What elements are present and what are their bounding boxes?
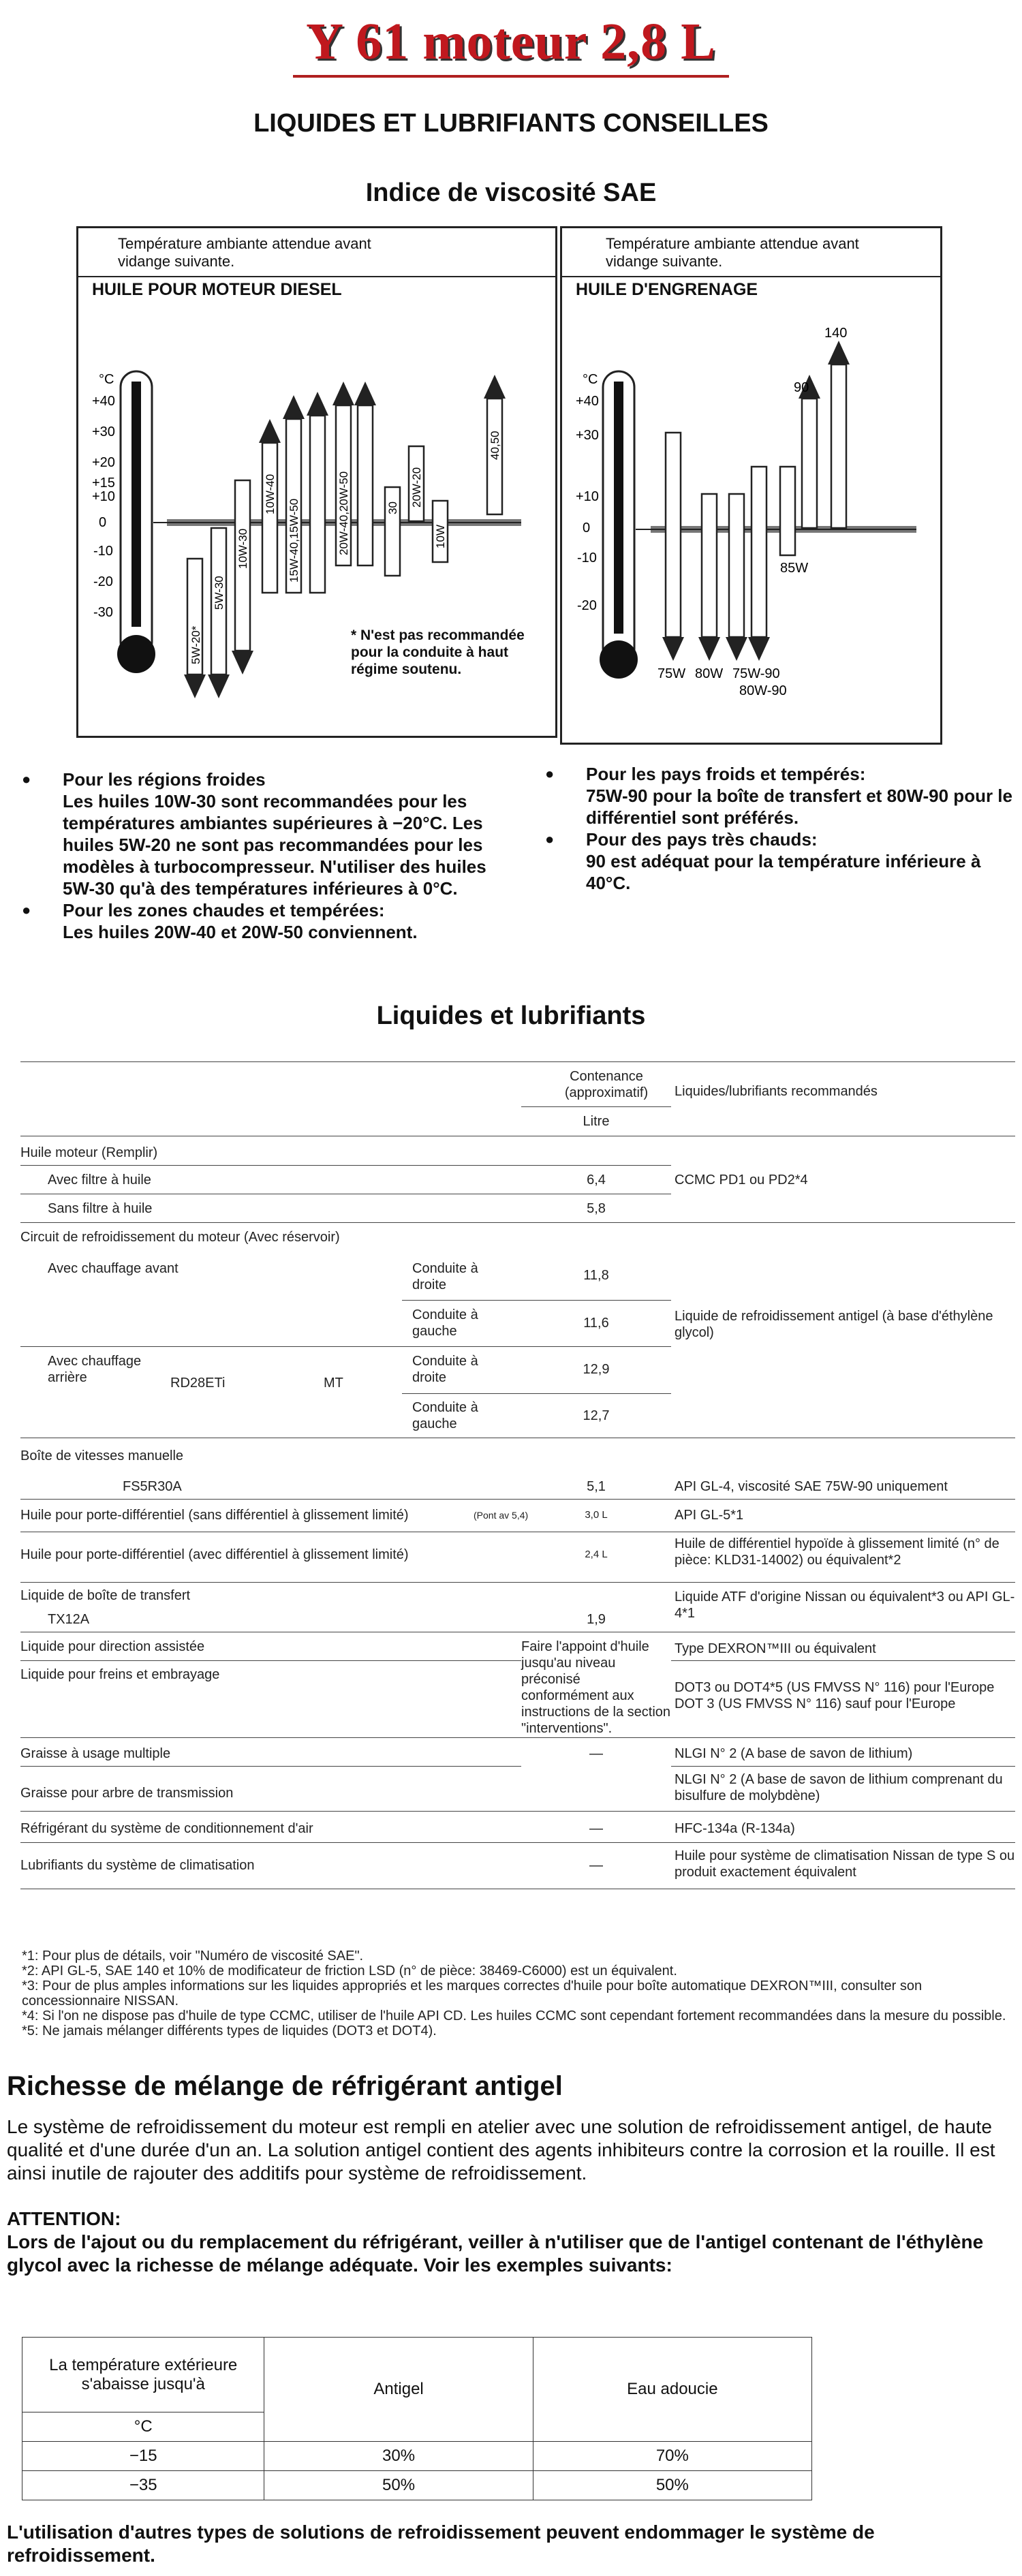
row-label: Huile moteur (Remplir) [20, 1145, 158, 1160]
antifreeze-paragraph: Le système de refroidissement du moteur est rempli en atelier avec une solution de refroidissement antigel, de haute qualité et d'une durée d'un an. La solution antigel contient des agents inhibiteurs contre la corrosion et la rouille. Il est ainsi inutile de rajouter des additifs pour système de refroidissement. [7, 2116, 995, 2184]
gear-scale [576, 394, 599, 613]
value: 6,4 [587, 1173, 606, 1188]
bullet-text: 75W-90 pour la boîte de transfert et 80W-90 pour le différentiel sont préférés. [586, 786, 1012, 828]
thermometer-unit: °C [583, 372, 598, 387]
row-label: Avec chauffage avant [48, 1261, 179, 1276]
svg-text:+15: +15 [92, 476, 115, 491]
bullet-text: 90 est adéquat pour la température inférieure à 40°C. [586, 851, 981, 893]
value: — [589, 1858, 603, 1873]
row-label: Liquide de boîte de transfert [20, 1588, 191, 1603]
fill-note: Faire l'appoint d'huile jusqu'au niveau préconisé conformément aux instructions de la section "interventions". [521, 1639, 671, 1736]
svg-text:-10: -10 [577, 550, 597, 565]
row-label: Lubrifiants du système de climatisation [20, 1858, 255, 1873]
row-label: Conduite à droite [412, 1261, 478, 1292]
value: — [589, 1746, 603, 1761]
col-unit: Litre [583, 1114, 610, 1129]
svg-text:140: 140 [824, 326, 848, 341]
value: 12,9 [583, 1362, 610, 1377]
svg-text:20W-40,20W-50: 20W-40,20W-50 [337, 471, 350, 555]
box-note: Température ambiante attendue avant vidange suivante. [118, 235, 371, 270]
bullet-heading: ● Pour les zones chaudes et tempérées: [22, 899, 499, 921]
box-note: Température ambiante attendue avant vidange suivante. [606, 235, 859, 270]
mix-table [22, 2337, 812, 2500]
viscosity-heading: Indice de viscosité SAE [365, 179, 657, 207]
svg-text:75W: 75W [657, 666, 686, 681]
mix-temp: −15 [22, 2442, 264, 2471]
mix-header-temp: La température extérieure s'abaisse jusqu'à [22, 2338, 264, 2412]
attention-label: ATTENTION: [7, 2208, 121, 2229]
mix-antifreeze: 30% [264, 2442, 533, 2471]
col-capacity: Contenance (approximatif) [564, 1069, 649, 1100]
row-label: Circuit de refroidissement du moteur (Avec réservoir) [20, 1230, 340, 1245]
reco: Huile de différentiel hypoïde à glissement limité (n° de pièce: KLD31-14002) ou équivalent*2 [675, 1536, 1000, 1568]
row-label: Huile pour porte-différentiel (sans différentiel à glissement limité) [20, 1508, 409, 1523]
value: 3,0 L [585, 1509, 608, 1521]
attention-text: Lors de l'ajout ou du remplacement du réfrigérant, veiller à n'utiliser que de l'antigel contenant de l'éthylène glycol avec la richesse de mélange adéquate. Voir les exemples suivants: [7, 2231, 984, 2276]
svg-text:30: 30 [386, 501, 399, 514]
svg-text:-10: -10 [93, 544, 113, 559]
box-header: HUILE POUR MOTEUR DIESEL [78, 276, 555, 300]
svg-text:80W-90: 80W-90 [739, 683, 787, 698]
engine-footnote: * N'est pas recommandée pour la conduite à haut régime soutenu. [351, 627, 525, 677]
svg-text:+20: +20 [92, 455, 115, 470]
reco: NLGI N° 2 (A base de savon de lithium) [675, 1746, 913, 1761]
row-label: Conduite à droite [412, 1354, 478, 1385]
svg-text:10W: 10W [434, 525, 447, 548]
svg-text:40,50: 40,50 [489, 431, 501, 460]
svg-text:-20: -20 [577, 598, 597, 613]
row-label: Sans filtre à huile [48, 1201, 153, 1216]
row-label: Avec chauffage arrière [48, 1354, 142, 1385]
svg-text:20W-20: 20W-20 [410, 467, 423, 508]
row-label: Graisse pour arbre de transmission [20, 1786, 234, 1801]
row-label: Liquide pour direction assistée [20, 1639, 205, 1654]
svg-text:80W: 80W [695, 666, 724, 681]
engine-code: RD28ETi [170, 1376, 226, 1391]
svg-text:90: 90 [794, 380, 809, 395]
svg-text:-30: -30 [93, 605, 113, 620]
title-underline [293, 75, 729, 78]
footnote: *4: Si l'on ne dispose pas d'huile de type CCMC, utiliser de l'huile API CD. Les huiles CCMC sont cependant fortement recommandées dans la mesure du possible. [22, 2008, 1006, 2023]
svg-text:5W-20*: 5W-20* [189, 625, 202, 664]
svg-text:+40: +40 [92, 394, 115, 409]
value: 11,8 [583, 1268, 609, 1283]
svg-text:0: 0 [99, 515, 107, 530]
footnote: *5: Ne jamais mélanger différents types de liquides (DOT3 et DOT4). [22, 2023, 437, 2038]
reco: HFC-134a (R-134a) [675, 1821, 795, 1836]
page-title: Y 61 moteur 2,8 L [306, 13, 716, 70]
axle-note: (Pont av 5,4) [474, 1510, 529, 1521]
fluids-heading: Liquides et lubrifiants [376, 1002, 646, 1030]
svg-text:+10: +10 [92, 489, 115, 504]
reco: NLGI N° 2 (A base de savon de lithium comprenant du bisulfure de molybdène) [675, 1772, 1003, 1803]
trans-code: MT [324, 1376, 343, 1391]
mix-water: 70% [533, 2442, 811, 2471]
row-label: Boîte de vitesses manuelle [20, 1448, 184, 1463]
bullets-right [545, 763, 1015, 894]
bullet-heading: ● Pour les pays froids et tempérés: [545, 763, 1015, 785]
value: 1,9 [587, 1612, 606, 1627]
svg-text:-20: -20 [93, 574, 113, 589]
reco: CCMC PD1 ou PD2*4 [675, 1173, 808, 1188]
reco: DOT3 ou DOT4*5 (US FMVSS N° 116) pour l'Europe DOT 3 (US FMVSS N° 116) sauf pour l'Europe [675, 1680, 995, 1711]
bullets-left [22, 769, 499, 943]
value: 2,4 L [585, 1549, 608, 1560]
thermometer-unit: °C [99, 372, 114, 387]
row-label: Graisse à usage multiple [20, 1746, 171, 1761]
row-label: Huile pour porte-différentiel (avec différentiel à glissement limité) [20, 1547, 409, 1562]
antifreeze-heading: Richesse de mélange de réfrigérant antigel [7, 2071, 563, 2101]
reco: Liquide de refroidissement antigel (à base d'éthylène glycol) [675, 1309, 993, 1340]
mix-unit: °C [22, 2412, 264, 2442]
svg-text:10W-30: 10W-30 [236, 528, 249, 569]
bullet-text: Les huiles 20W-40 et 20W-50 conviennent. [63, 922, 418, 942]
value: 5,1 [587, 1479, 606, 1494]
col-reco: Liquides/lubrifiants recommandés [675, 1084, 878, 1099]
bullet-heading: ● Pour des pays très chauds: [545, 828, 1015, 850]
bullet-heading: ● Pour les régions froides [22, 769, 499, 790]
footnote: *2: API GL-5, SAE 140 et 10% de modificateur de friction LSD (n° de pièce: 38469-C6000) est un équivalent. [22, 1964, 677, 1978]
gear-oil-chart [560, 226, 942, 745]
gearbox-code: FS5R30A [123, 1479, 182, 1494]
svg-text:85W: 85W [780, 561, 809, 576]
value: 12,7 [583, 1408, 610, 1423]
reco: API GL-5*1 [675, 1508, 744, 1523]
footnote: *1: Pour plus de détails, voir "Numéro de viscosité SAE". [22, 1949, 364, 1964]
svg-text:+30: +30 [92, 424, 115, 439]
svg-text:0: 0 [583, 521, 591, 536]
value: 5,8 [587, 1201, 606, 1216]
row-label: Conduite à gauche [412, 1400, 478, 1431]
row-label: Avec filtre à huile [48, 1173, 151, 1188]
svg-text:5W-30: 5W-30 [213, 576, 226, 610]
row-label: Réfrigérant du système de conditionnement d'air [20, 1821, 313, 1836]
fluids-table [20, 1049, 1015, 1935]
engine-scale [92, 394, 115, 620]
gear-viscosity-diagram [562, 296, 940, 739]
mix-temp: −35 [22, 2471, 264, 2500]
row-label: Conduite à gauche [412, 1307, 478, 1339]
row-label: Liquide pour freins et embrayage [20, 1667, 220, 1682]
reco: Huile pour système de climatisation Nissan de type S ou produit exactement équivalent [675, 1848, 1015, 1880]
transfer-code: TX12A [48, 1612, 90, 1627]
svg-text:15W-40,15W-50: 15W-40,15W-50 [288, 498, 300, 583]
value: — [589, 1821, 603, 1836]
mix-header-water: Eau adoucie [533, 2338, 811, 2442]
svg-text:+30: +30 [576, 428, 599, 443]
svg-text:+10: +10 [576, 489, 599, 504]
page-subtitle: LIQUIDES ET LUBRIFIANTS CONSEILLES [253, 109, 769, 138]
reco: API GL-4, viscosité SAE 75W-90 uniquement [675, 1479, 948, 1494]
mix-header-antifreeze: Antigel [264, 2338, 533, 2442]
engine-oil-chart [76, 226, 557, 738]
box-header: HUILE D'ENGRENAGE [562, 276, 940, 300]
footnote: *3: Pour de plus amples informations sur les liquides appropriés et les marques correctes d'huile pour boîte automatique DEXRON™III, consulter son concessionnaire NISSAN. [22, 1978, 923, 2008]
reco: Type DEXRON™III ou équivalent [675, 1641, 876, 1656]
footnotes [22, 1949, 1010, 2038]
antifreeze-warning: L'utilisation d'autres types de solutions de refroidissement peuvent endommager le système de refroidissement. [7, 2521, 875, 2566]
value: 11,6 [583, 1316, 609, 1331]
svg-text:10W-40: 10W-40 [264, 474, 277, 514]
mix-antifreeze: 50% [264, 2471, 533, 2500]
mix-water: 50% [533, 2471, 811, 2500]
bullet-text: Les huiles 10W-30 sont recommandées pour les températures ambiantes supérieures à −20°C. Les huiles 5W-20 ne sont pas recommandées pour les modèles à turbocompresseur. N'utiliser des huiles 5W-30 qu'à des températures inférieures à 0°C. [63, 791, 486, 899]
svg-text:75W-90: 75W-90 [732, 666, 780, 681]
svg-text:+40: +40 [576, 394, 599, 409]
reco: Liquide ATF d'origine Nissan ou équivalent*3 ou API GL-4*1 [675, 1589, 1015, 1621]
